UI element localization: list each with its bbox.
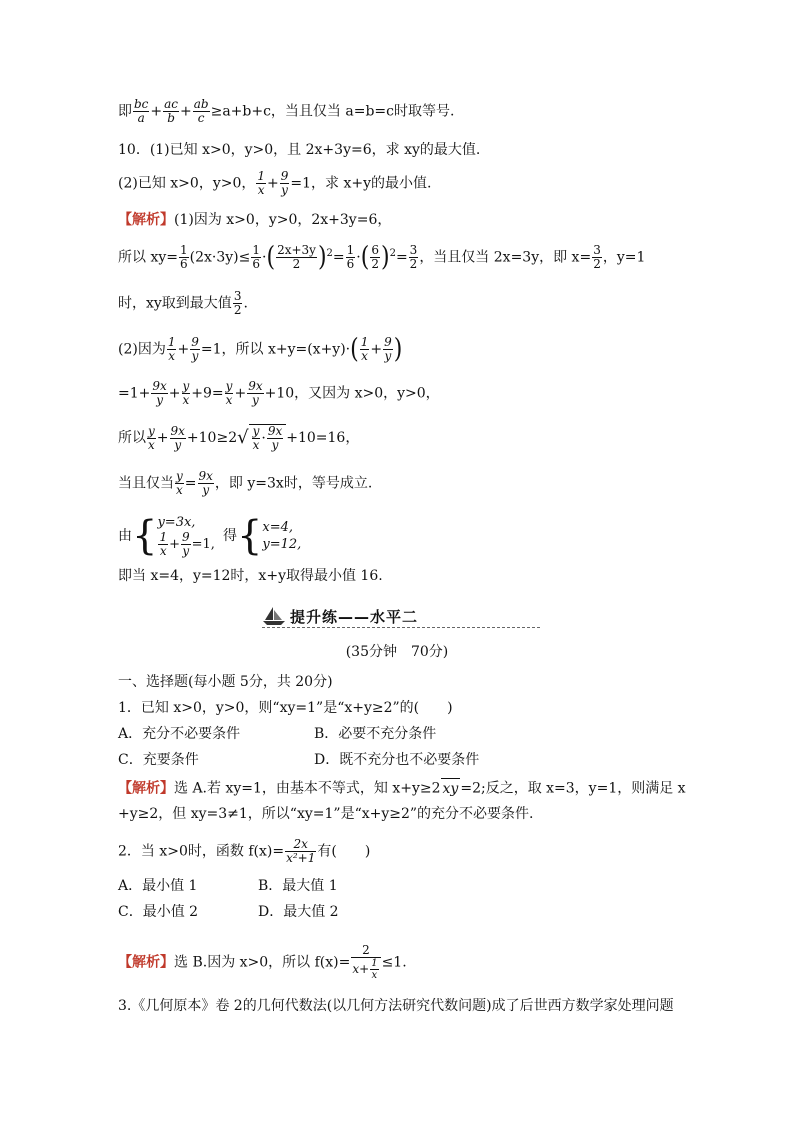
solution-10-line7: 当且仅当 $\frac{y}{x}$ = $\frac{9x}{y}$ ，即 y=3x时，等号成立. [118, 469, 373, 497]
solution-tag: 【解析】 [118, 780, 174, 797]
q2-option-c: C．最小值 2 [118, 904, 199, 920]
solution-10-line4: (2)因为 $\frac{1}{x}$ + $\frac{9}{y}$ =1，所以 x+y=(x+y)·( $\frac{1}{x}$ + $\frac{9}{y}$ ) [118, 333, 403, 365]
section-time: (35分钟 70分) [345, 644, 449, 660]
prev-conclusion: 即 $\frac{bc}{a}$ + $\frac{ac}{b}$ + $\frac{ab}{c}$ ≥a+b+c，当且仅当 a=b=c时取等号. [118, 97, 455, 125]
question-3: 3.《几何原本》卷 2的几何代数法(以几何方法研究代数问题)成了后世西方数学家处理问题 [118, 998, 674, 1014]
solution-10-line8: 由 { y=3x, $\frac{1}{x}$ + $\frac{9}{y}$ =1, 得 { x=4, y=12, [118, 513, 302, 559]
heading-rule [262, 627, 540, 628]
fraction: $\frac{ac}{b}$ [164, 97, 179, 125]
solution-2: 【解析】选 B.因为 x>0，所以 f(x)= 2 x+ $\frac{1}{x}$ ≤1. [118, 943, 407, 981]
solution-10-line3: 时，xy取到最大值 $\frac{3}{2}$ . [118, 289, 248, 317]
text: ≥a+b+c，当且仅当 a=b=c时取等号. [210, 103, 455, 120]
fraction: $\frac{bc}{a}$ [134, 97, 149, 125]
q1-option-d: D．既不充分也不必要条件 [314, 752, 480, 768]
question-2: 2．当 x>0时，函数 f(x)= $\frac{2x}{\text{x²+1}}$ 有( ) [118, 837, 371, 865]
q2-option-d: D．最大值 2 [258, 904, 339, 920]
question-10-part1: 10．(1)已知 x>0，y>0，且 2x+3y=6，求 xy的最大值. [118, 142, 481, 158]
q1-option-c: C．充要条件 [118, 752, 199, 768]
solution-10-line1: 【解析】(1)因为 x>0，y>0，2x+3y=6， [118, 212, 392, 228]
question-10-part2: (2)已知 x>0，y>0， $\frac{1}{x}$ + $\frac{9}{y}$ =1，求 x+y的最小值. [118, 169, 432, 197]
section-heading [262, 606, 540, 628]
text: 即 [118, 103, 132, 120]
part1-header: 一、选择题(每小题 5分，共 20分) [118, 674, 333, 690]
q1-option-b: B．必要不充分条件 [314, 726, 437, 742]
section-title: 提升练——水平二 [290, 608, 419, 626]
solution-10-line2: 所以 xy= $\frac{1}{6}$ (2x·3y)≤ $\frac{1}{6}$ ·( $\frac{2x+3y}{2}$ )$^2$= $\frac{1}{6}$ ·( $\frac{6}{2}$ )$^2$= $\frac{3}{2}$ ，当且仅当 2x=3y，即 x= $\frac{3}{2}$ ，y=1 [118, 241, 646, 273]
solution-tag: 【解析】 [118, 212, 174, 228]
q2-option-a: A．最小值 1 [118, 878, 198, 894]
q1-option-a: A．充分不必要条件 [118, 726, 241, 742]
fraction: $\frac{ab}{c}$ [193, 97, 209, 125]
q2-option-b: B．最大值 1 [258, 878, 338, 894]
solution-10-line5: =1+ $\frac{9x}{y}$ + $\frac{y}{x}$ +9= $\frac{y}{x}$ + $\frac{9x}{y}$ +10，又因为 x>0，y>0， [118, 379, 440, 407]
solution-10-line6: 所以 $\frac{y}{x}$ + $\frac{9x}{y}$ +10≥2√ $\frac{y}{x}$ · $\frac{9x}{y}$ +10=16， [118, 423, 360, 452]
solution-10-line9: 即当 x=4，y=12时，x+y取得最小值 16. [118, 568, 383, 584]
sailboat-icon [262, 606, 286, 626]
solution-1-line2: +y≥2，但 xy=3≠1，所以“xy=1”是“x+y≥2”的充分不必要条件. [118, 806, 534, 822]
question-1: 1．已知 x>0，y>0，则“xy=1”是“x+y≥2”的( ) [118, 700, 453, 716]
solution-1-line1: 【解析】选 A.若 xy=1，由基本不等式，知 x+y≥2 xy =2;反之，取 x=3，y=1，则满足 x [118, 778, 686, 799]
solution-tag: 【解析】 [118, 954, 174, 971]
